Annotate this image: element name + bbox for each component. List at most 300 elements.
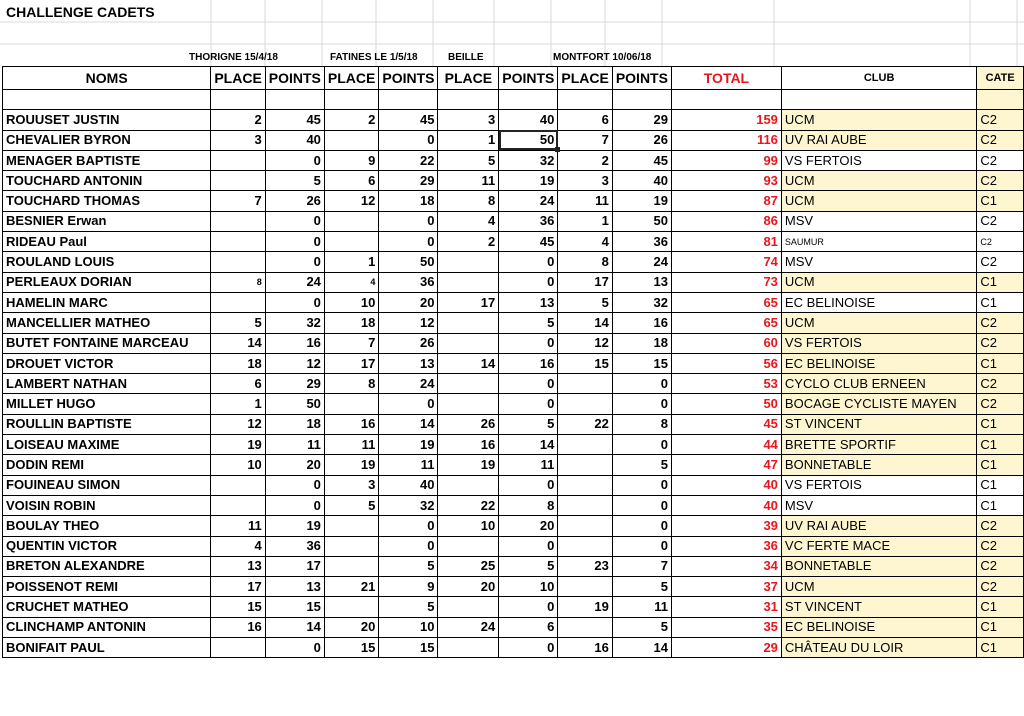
cell-place-4[interactable] bbox=[558, 435, 612, 455]
cell-place-2[interactable] bbox=[324, 597, 378, 617]
cell-place-3[interactable]: 1 bbox=[438, 130, 499, 150]
cell-total[interactable]: 81 bbox=[671, 232, 781, 252]
cell-place-4[interactable] bbox=[558, 475, 612, 495]
cell-cate[interactable]: C2 bbox=[977, 333, 1024, 353]
cell-total[interactable]: 99 bbox=[671, 150, 781, 170]
cell-name[interactable]: ROULLIN BAPTISTE bbox=[3, 414, 211, 434]
cell-points-1[interactable]: 0 bbox=[265, 211, 324, 231]
cell-name[interactable]: LAMBERT NATHAN bbox=[3, 374, 211, 394]
cell-place-3[interactable]: 2 bbox=[438, 232, 499, 252]
cell-points-3[interactable]: 5 bbox=[499, 414, 558, 434]
cell-place-2[interactable]: 9 bbox=[324, 150, 378, 170]
cell-total[interactable]: 39 bbox=[671, 516, 781, 536]
cell-place-1[interactable]: 13 bbox=[211, 556, 265, 576]
cell-name[interactable]: ROUUSET JUSTIN bbox=[3, 110, 211, 130]
cell-cate[interactable]: C2 bbox=[977, 374, 1024, 394]
blank-cell[interactable] bbox=[977, 90, 1024, 110]
cell-place-3[interactable]: 4 bbox=[438, 211, 499, 231]
cell-place-1[interactable] bbox=[211, 292, 265, 312]
cell-cate[interactable]: C2 bbox=[977, 536, 1024, 556]
cell-points-1[interactable]: 17 bbox=[265, 556, 324, 576]
cell-points-4[interactable]: 0 bbox=[612, 475, 671, 495]
cell-club[interactable]: UV RAI AUBE bbox=[781, 516, 976, 536]
cell-club[interactable]: MSV bbox=[781, 495, 976, 515]
cell-place-2[interactable] bbox=[324, 516, 378, 536]
cell-cate[interactable]: C2 bbox=[977, 313, 1024, 333]
cell-points-3[interactable]: 13 bbox=[499, 292, 558, 312]
cell-total[interactable]: 47 bbox=[671, 455, 781, 475]
cell-points-4[interactable]: 5 bbox=[612, 617, 671, 637]
cell-points-2[interactable]: 45 bbox=[379, 110, 438, 130]
cell-points-1[interactable]: 0 bbox=[265, 232, 324, 252]
cell-total[interactable]: 93 bbox=[671, 171, 781, 191]
cell-place-2[interactable] bbox=[324, 130, 378, 150]
cell-points-3[interactable]: 24 bbox=[499, 191, 558, 211]
cell-club[interactable]: BONNETABLE bbox=[781, 455, 976, 475]
cell-club[interactable]: EC BELINOISE bbox=[781, 292, 976, 312]
cell-points-1[interactable]: 50 bbox=[265, 394, 324, 414]
cell-club[interactable]: UCM bbox=[781, 313, 976, 333]
cell-place-4[interactable]: 11 bbox=[558, 191, 612, 211]
cell-place-3[interactable]: 5 bbox=[438, 150, 499, 170]
cell-place-4[interactable]: 2 bbox=[558, 150, 612, 170]
cell-points-3[interactable]: 0 bbox=[499, 638, 558, 658]
blank-cell[interactable] bbox=[781, 90, 976, 110]
cell-place-4[interactable]: 4 bbox=[558, 232, 612, 252]
cell-points-1[interactable]: 26 bbox=[265, 191, 324, 211]
cell-place-2[interactable]: 10 bbox=[324, 292, 378, 312]
cell-place-1[interactable]: 1 bbox=[211, 394, 265, 414]
cell-place-3[interactable] bbox=[438, 313, 499, 333]
cell-club[interactable]: UCM bbox=[781, 171, 976, 191]
cell-total[interactable]: 37 bbox=[671, 577, 781, 597]
cell-cate[interactable]: C2 bbox=[977, 252, 1024, 272]
cell-points-3[interactable]: 20 bbox=[499, 516, 558, 536]
cell-points-4[interactable]: 5 bbox=[612, 455, 671, 475]
cell-place-3[interactable]: 19 bbox=[438, 455, 499, 475]
cell-place-4[interactable]: 17 bbox=[558, 272, 612, 292]
cell-name[interactable]: DODIN REMI bbox=[3, 455, 211, 475]
cell-place-1[interactable]: 17 bbox=[211, 577, 265, 597]
cell-place-4[interactable] bbox=[558, 577, 612, 597]
cell-name[interactable]: FOUINEAU SIMON bbox=[3, 475, 211, 495]
cell-points-2[interactable]: 5 bbox=[379, 556, 438, 576]
cell-club[interactable]: MSV bbox=[781, 252, 976, 272]
cell-total[interactable]: 36 bbox=[671, 536, 781, 556]
cell-name[interactable]: HAMELIN MARC bbox=[3, 292, 211, 312]
cell-cate[interactable]: C1 bbox=[977, 597, 1024, 617]
cell-place-2[interactable] bbox=[324, 536, 378, 556]
cell-name[interactable]: VOISIN ROBIN bbox=[3, 495, 211, 515]
cell-points-4[interactable]: 36 bbox=[612, 232, 671, 252]
cell-club[interactable]: BONNETABLE bbox=[781, 556, 976, 576]
cell-total[interactable]: 56 bbox=[671, 353, 781, 373]
cell-points-4[interactable]: 45 bbox=[612, 150, 671, 170]
cell-points-4[interactable]: 11 bbox=[612, 597, 671, 617]
cell-points-2[interactable]: 11 bbox=[379, 455, 438, 475]
cell-place-4[interactable]: 3 bbox=[558, 171, 612, 191]
cell-place-3[interactable] bbox=[438, 272, 499, 292]
cell-place-1[interactable] bbox=[211, 475, 265, 495]
cell-place-2[interactable]: 21 bbox=[324, 577, 378, 597]
cell-points-3[interactable]: 32 bbox=[499, 150, 558, 170]
cell-place-2[interactable] bbox=[324, 394, 378, 414]
cell-place-2[interactable]: 17 bbox=[324, 353, 378, 373]
cell-points-4[interactable]: 16 bbox=[612, 313, 671, 333]
cell-name[interactable]: BRETON ALEXANDRE bbox=[3, 556, 211, 576]
cell-cate[interactable]: C2 bbox=[977, 394, 1024, 414]
cell-cate[interactable]: C2 bbox=[977, 516, 1024, 536]
cell-place-3[interactable] bbox=[438, 475, 499, 495]
cell-place-1[interactable]: 10 bbox=[211, 455, 265, 475]
cell-points-3[interactable]: 0 bbox=[499, 597, 558, 617]
cell-club[interactable]: UCM bbox=[781, 577, 976, 597]
cell-club[interactable]: VC FERTE MACE bbox=[781, 536, 976, 556]
cell-place-2[interactable]: 4 bbox=[324, 272, 378, 292]
blank-cell[interactable] bbox=[379, 90, 438, 110]
cell-points-4[interactable]: 0 bbox=[612, 394, 671, 414]
cell-cate[interactable]: C1 bbox=[977, 435, 1024, 455]
cell-name[interactable]: ROULAND LOUIS bbox=[3, 252, 211, 272]
cell-points-2[interactable]: 14 bbox=[379, 414, 438, 434]
cell-total[interactable]: 29 bbox=[671, 638, 781, 658]
cell-cate[interactable]: C2 bbox=[977, 110, 1024, 130]
cell-place-1[interactable] bbox=[211, 232, 265, 252]
cell-points-2[interactable]: 29 bbox=[379, 171, 438, 191]
cell-points-4[interactable]: 0 bbox=[612, 495, 671, 515]
cell-points-3[interactable]: 16 bbox=[499, 353, 558, 373]
cell-place-4[interactable] bbox=[558, 617, 612, 637]
cell-place-1[interactable] bbox=[211, 211, 265, 231]
cell-points-3[interactable]: 5 bbox=[499, 313, 558, 333]
cell-cate[interactable]: C1 bbox=[977, 495, 1024, 515]
cell-place-2[interactable]: 16 bbox=[324, 414, 378, 434]
cell-club[interactable]: EC BELINOISE bbox=[781, 617, 976, 637]
cell-points-2[interactable]: 0 bbox=[379, 130, 438, 150]
cell-total[interactable]: 40 bbox=[671, 495, 781, 515]
cell-place-3[interactable] bbox=[438, 536, 499, 556]
cell-total[interactable]: 65 bbox=[671, 292, 781, 312]
cell-club[interactable]: UCM bbox=[781, 272, 976, 292]
cell-points-3[interactable]: 19 bbox=[499, 171, 558, 191]
cell-points-2[interactable]: 0 bbox=[379, 232, 438, 252]
cell-points-2[interactable]: 36 bbox=[379, 272, 438, 292]
cell-points-4[interactable]: 40 bbox=[612, 171, 671, 191]
cell-place-1[interactable] bbox=[211, 495, 265, 515]
cell-total[interactable]: 60 bbox=[671, 333, 781, 353]
cell-place-1[interactable]: 12 bbox=[211, 414, 265, 434]
cell-club[interactable]: VS FERTOIS bbox=[781, 150, 976, 170]
cell-points-1[interactable]: 18 bbox=[265, 414, 324, 434]
header-place-2[interactable]: PLACE bbox=[324, 67, 378, 90]
cell-cate[interactable]: C1 bbox=[977, 414, 1024, 434]
cell-place-4[interactable]: 7 bbox=[558, 130, 612, 150]
cell-total[interactable]: 159 bbox=[671, 110, 781, 130]
cell-place-1[interactable] bbox=[211, 171, 265, 191]
cell-cate[interactable]: C2 bbox=[977, 232, 1024, 252]
cell-place-4[interactable]: 16 bbox=[558, 638, 612, 658]
cell-place-4[interactable]: 8 bbox=[558, 252, 612, 272]
cell-place-2[interactable]: 11 bbox=[324, 435, 378, 455]
cell-place-2[interactable]: 1 bbox=[324, 252, 378, 272]
cell-place-1[interactable]: 18 bbox=[211, 353, 265, 373]
cell-points-1[interactable]: 20 bbox=[265, 455, 324, 475]
cell-total[interactable]: 74 bbox=[671, 252, 781, 272]
cell-place-2[interactable]: 7 bbox=[324, 333, 378, 353]
cell-place-1[interactable] bbox=[211, 638, 265, 658]
cell-points-4[interactable]: 0 bbox=[612, 374, 671, 394]
cell-place-1[interactable] bbox=[211, 150, 265, 170]
cell-points-4[interactable]: 14 bbox=[612, 638, 671, 658]
cell-points-3[interactable]: 8 bbox=[499, 495, 558, 515]
cell-points-1[interactable]: 11 bbox=[265, 435, 324, 455]
header-cate[interactable]: CATE bbox=[977, 67, 1024, 90]
cell-name[interactable]: MENAGER BAPTISTE bbox=[3, 150, 211, 170]
cell-place-2[interactable]: 2 bbox=[324, 110, 378, 130]
cell-points-4[interactable]: 5 bbox=[612, 577, 671, 597]
cell-cate[interactable]: C1 bbox=[977, 455, 1024, 475]
header-place-3[interactable]: PLACE bbox=[438, 67, 499, 90]
cell-place-1[interactable]: 7 bbox=[211, 191, 265, 211]
blank-cell[interactable] bbox=[3, 90, 211, 110]
cell-cate[interactable]: C1 bbox=[977, 617, 1024, 637]
cell-name[interactable]: BUTET FONTAINE MARCEAU bbox=[3, 333, 211, 353]
cell-points-4[interactable]: 15 bbox=[612, 353, 671, 373]
cell-points-4[interactable]: 26 bbox=[612, 130, 671, 150]
cell-points-4[interactable]: 0 bbox=[612, 536, 671, 556]
cell-place-4[interactable]: 23 bbox=[558, 556, 612, 576]
cell-points-4[interactable]: 18 bbox=[612, 333, 671, 353]
cell-points-3[interactable]: 5 bbox=[499, 556, 558, 576]
cell-place-4[interactable]: 6 bbox=[558, 110, 612, 130]
cell-points-2[interactable]: 20 bbox=[379, 292, 438, 312]
cell-name[interactable]: DROUET VICTOR bbox=[3, 353, 211, 373]
header-noms[interactable]: NOMS bbox=[3, 67, 211, 90]
cell-points-3[interactable]: 0 bbox=[499, 394, 558, 414]
cell-points-1[interactable]: 0 bbox=[265, 252, 324, 272]
cell-name[interactable]: PERLEAUX DORIAN bbox=[3, 272, 211, 292]
cell-name[interactable]: LOISEAU MAXIME bbox=[3, 435, 211, 455]
cell-place-1[interactable]: 15 bbox=[211, 597, 265, 617]
cell-place-2[interactable]: 3 bbox=[324, 475, 378, 495]
cell-place-1[interactable]: 14 bbox=[211, 333, 265, 353]
header-place-4[interactable]: PLACE bbox=[558, 67, 612, 90]
cell-place-4[interactable]: 14 bbox=[558, 313, 612, 333]
cell-points-1[interactable]: 12 bbox=[265, 353, 324, 373]
cell-points-1[interactable]: 0 bbox=[265, 475, 324, 495]
cell-club[interactable]: VS FERTOIS bbox=[781, 333, 976, 353]
cell-place-2[interactable]: 5 bbox=[324, 495, 378, 515]
cell-points-4[interactable]: 7 bbox=[612, 556, 671, 576]
cell-club[interactable]: UCM bbox=[781, 191, 976, 211]
cell-name[interactable]: MILLET HUGO bbox=[3, 394, 211, 414]
cell-place-4[interactable]: 1 bbox=[558, 211, 612, 231]
header-points-3[interactable]: POINTS bbox=[499, 67, 558, 90]
cell-points-1[interactable]: 29 bbox=[265, 374, 324, 394]
blank-cell[interactable] bbox=[558, 90, 612, 110]
cell-place-1[interactable]: 4 bbox=[211, 536, 265, 556]
blank-cell[interactable] bbox=[499, 90, 558, 110]
cell-place-3[interactable] bbox=[438, 374, 499, 394]
cell-place-3[interactable]: 17 bbox=[438, 292, 499, 312]
cell-place-1[interactable]: 6 bbox=[211, 374, 265, 394]
header-points-1[interactable]: POINTS bbox=[265, 67, 324, 90]
cell-place-4[interactable] bbox=[558, 516, 612, 536]
cell-points-2[interactable]: 40 bbox=[379, 475, 438, 495]
cell-place-2[interactable]: 6 bbox=[324, 171, 378, 191]
cell-name[interactable]: MANCELLIER MATHEO bbox=[3, 313, 211, 333]
cell-club[interactable]: CYCLO CLUB ERNEEN bbox=[781, 374, 976, 394]
cell-cate[interactable]: C1 bbox=[977, 272, 1024, 292]
cell-points-1[interactable]: 16 bbox=[265, 333, 324, 353]
cell-points-2[interactable]: 0 bbox=[379, 536, 438, 556]
cell-points-1[interactable]: 32 bbox=[265, 313, 324, 333]
cell-total[interactable]: 53 bbox=[671, 374, 781, 394]
cell-place-1[interactable]: 11 bbox=[211, 516, 265, 536]
cell-name[interactable]: CLINCHAMP ANTONIN bbox=[3, 617, 211, 637]
cell-place-3[interactable]: 20 bbox=[438, 577, 499, 597]
cell-name[interactable]: RIDEAU Paul bbox=[3, 232, 211, 252]
cell-points-4[interactable]: 13 bbox=[612, 272, 671, 292]
cell-points-1[interactable]: 0 bbox=[265, 292, 324, 312]
cell-place-1[interactable]: 16 bbox=[211, 617, 265, 637]
cell-total[interactable]: 87 bbox=[671, 191, 781, 211]
cell-place-3[interactable] bbox=[438, 394, 499, 414]
cell-name[interactable]: CHEVALIER BYRON bbox=[3, 130, 211, 150]
cell-place-1[interactable] bbox=[211, 252, 265, 272]
cell-place-3[interactable]: 14 bbox=[438, 353, 499, 373]
cell-points-2[interactable]: 26 bbox=[379, 333, 438, 353]
header-club[interactable]: CLUB bbox=[781, 67, 976, 90]
cell-cate[interactable]: C1 bbox=[977, 191, 1024, 211]
cell-place-1[interactable]: 5 bbox=[211, 313, 265, 333]
cell-place-1[interactable]: 19 bbox=[211, 435, 265, 455]
cell-points-4[interactable]: 8 bbox=[612, 414, 671, 434]
cell-total[interactable]: 86 bbox=[671, 211, 781, 231]
cell-name[interactable]: TOUCHARD ANTONIN bbox=[3, 171, 211, 191]
cell-points-4[interactable]: 0 bbox=[612, 516, 671, 536]
cell-points-2[interactable]: 32 bbox=[379, 495, 438, 515]
cell-place-3[interactable] bbox=[438, 333, 499, 353]
cell-place-4[interactable] bbox=[558, 455, 612, 475]
header-points-4[interactable]: POINTS bbox=[612, 67, 671, 90]
header-place-1[interactable]: PLACE bbox=[211, 67, 265, 90]
cell-place-3[interactable] bbox=[438, 252, 499, 272]
selection-fill-handle[interactable] bbox=[555, 147, 560, 152]
cell-points-3[interactable]: 10 bbox=[499, 577, 558, 597]
cell-points-2[interactable]: 9 bbox=[379, 577, 438, 597]
cell-club[interactable]: BOCAGE CYCLISTE MAYEN bbox=[781, 394, 976, 414]
cell-points-1[interactable]: 0 bbox=[265, 638, 324, 658]
cell-place-4[interactable]: 22 bbox=[558, 414, 612, 434]
cell-points-2[interactable]: 18 bbox=[379, 191, 438, 211]
cell-place-4[interactable] bbox=[558, 374, 612, 394]
blank-cell[interactable] bbox=[265, 90, 324, 110]
cell-points-4[interactable]: 29 bbox=[612, 110, 671, 130]
blank-cell[interactable] bbox=[211, 90, 265, 110]
blank-cell[interactable] bbox=[324, 90, 378, 110]
cell-cate[interactable]: C1 bbox=[977, 638, 1024, 658]
cell-name[interactable]: CRUCHET MATHEO bbox=[3, 597, 211, 617]
header-points-2[interactable]: POINTS bbox=[379, 67, 438, 90]
cell-points-2[interactable]: 22 bbox=[379, 150, 438, 170]
cell-points-4[interactable]: 50 bbox=[612, 211, 671, 231]
blank-cell[interactable] bbox=[612, 90, 671, 110]
cell-points-2[interactable]: 13 bbox=[379, 353, 438, 373]
header-total[interactable]: TOTAL bbox=[671, 67, 781, 90]
cell-name[interactable]: TOUCHARD THOMAS bbox=[3, 191, 211, 211]
cell-cate[interactable]: C2 bbox=[977, 130, 1024, 150]
cell-points-1[interactable]: 0 bbox=[265, 150, 324, 170]
cell-place-3[interactable]: 3 bbox=[438, 110, 499, 130]
cell-total[interactable]: 34 bbox=[671, 556, 781, 576]
cell-points-3[interactable]: 0 bbox=[499, 272, 558, 292]
cell-place-4[interactable] bbox=[558, 536, 612, 556]
cell-place-3[interactable]: 11 bbox=[438, 171, 499, 191]
cell-place-4[interactable]: 19 bbox=[558, 597, 612, 617]
cell-name[interactable]: BOULAY THEO bbox=[3, 516, 211, 536]
cell-points-3[interactable]: 6 bbox=[499, 617, 558, 637]
cell-place-4[interactable] bbox=[558, 495, 612, 515]
cell-total[interactable]: 73 bbox=[671, 272, 781, 292]
cell-place-3[interactable] bbox=[438, 597, 499, 617]
cell-place-3[interactable]: 24 bbox=[438, 617, 499, 637]
cell-name[interactable]: BESNIER Erwan bbox=[3, 211, 211, 231]
cell-total[interactable]: 50 bbox=[671, 394, 781, 414]
cell-points-3[interactable]: 0 bbox=[499, 333, 558, 353]
cell-points-3-selected[interactable]: 50 bbox=[499, 130, 558, 150]
cell-points-2[interactable]: 5 bbox=[379, 597, 438, 617]
cell-points-4[interactable]: 0 bbox=[612, 435, 671, 455]
cell-points-2[interactable]: 0 bbox=[379, 211, 438, 231]
cell-total[interactable]: 116 bbox=[671, 130, 781, 150]
cell-points-1[interactable]: 19 bbox=[265, 516, 324, 536]
cell-place-2[interactable]: 19 bbox=[324, 455, 378, 475]
cell-cate[interactable]: C2 bbox=[977, 577, 1024, 597]
cell-points-1[interactable]: 24 bbox=[265, 272, 324, 292]
cell-cate[interactable]: C1 bbox=[977, 292, 1024, 312]
cell-place-2[interactable]: 12 bbox=[324, 191, 378, 211]
cell-place-4[interactable]: 5 bbox=[558, 292, 612, 312]
cell-total[interactable]: 44 bbox=[671, 435, 781, 455]
cell-club[interactable]: VS FERTOIS bbox=[781, 475, 976, 495]
cell-points-2[interactable]: 15 bbox=[379, 638, 438, 658]
cell-cate[interactable]: C1 bbox=[977, 475, 1024, 495]
cell-place-4[interactable]: 15 bbox=[558, 353, 612, 373]
cell-points-3[interactable]: 45 bbox=[499, 232, 558, 252]
cell-points-3[interactable]: 0 bbox=[499, 374, 558, 394]
cell-place-2[interactable] bbox=[324, 232, 378, 252]
cell-place-3[interactable]: 25 bbox=[438, 556, 499, 576]
cell-total[interactable]: 31 bbox=[671, 597, 781, 617]
cell-points-4[interactable]: 24 bbox=[612, 252, 671, 272]
cell-club[interactable]: BRETTE SPORTIF bbox=[781, 435, 976, 455]
cell-club[interactable]: UCM bbox=[781, 110, 976, 130]
cell-club[interactable]: EC BELINOISE bbox=[781, 353, 976, 373]
cell-club[interactable]: ST VINCENT bbox=[781, 597, 976, 617]
cell-points-4[interactable]: 19 bbox=[612, 191, 671, 211]
cell-points-1[interactable]: 0 bbox=[265, 495, 324, 515]
cell-cate[interactable]: C2 bbox=[977, 556, 1024, 576]
cell-points-1[interactable]: 40 bbox=[265, 130, 324, 150]
cell-name[interactable]: BONIFAIT PAUL bbox=[3, 638, 211, 658]
cell-points-2[interactable]: 19 bbox=[379, 435, 438, 455]
cell-place-3[interactable]: 16 bbox=[438, 435, 499, 455]
cell-points-3[interactable]: 36 bbox=[499, 211, 558, 231]
cell-club[interactable]: MSV bbox=[781, 211, 976, 231]
blank-cell[interactable] bbox=[438, 90, 499, 110]
cell-club[interactable]: CHÂTEAU DU LOIR bbox=[781, 638, 976, 658]
